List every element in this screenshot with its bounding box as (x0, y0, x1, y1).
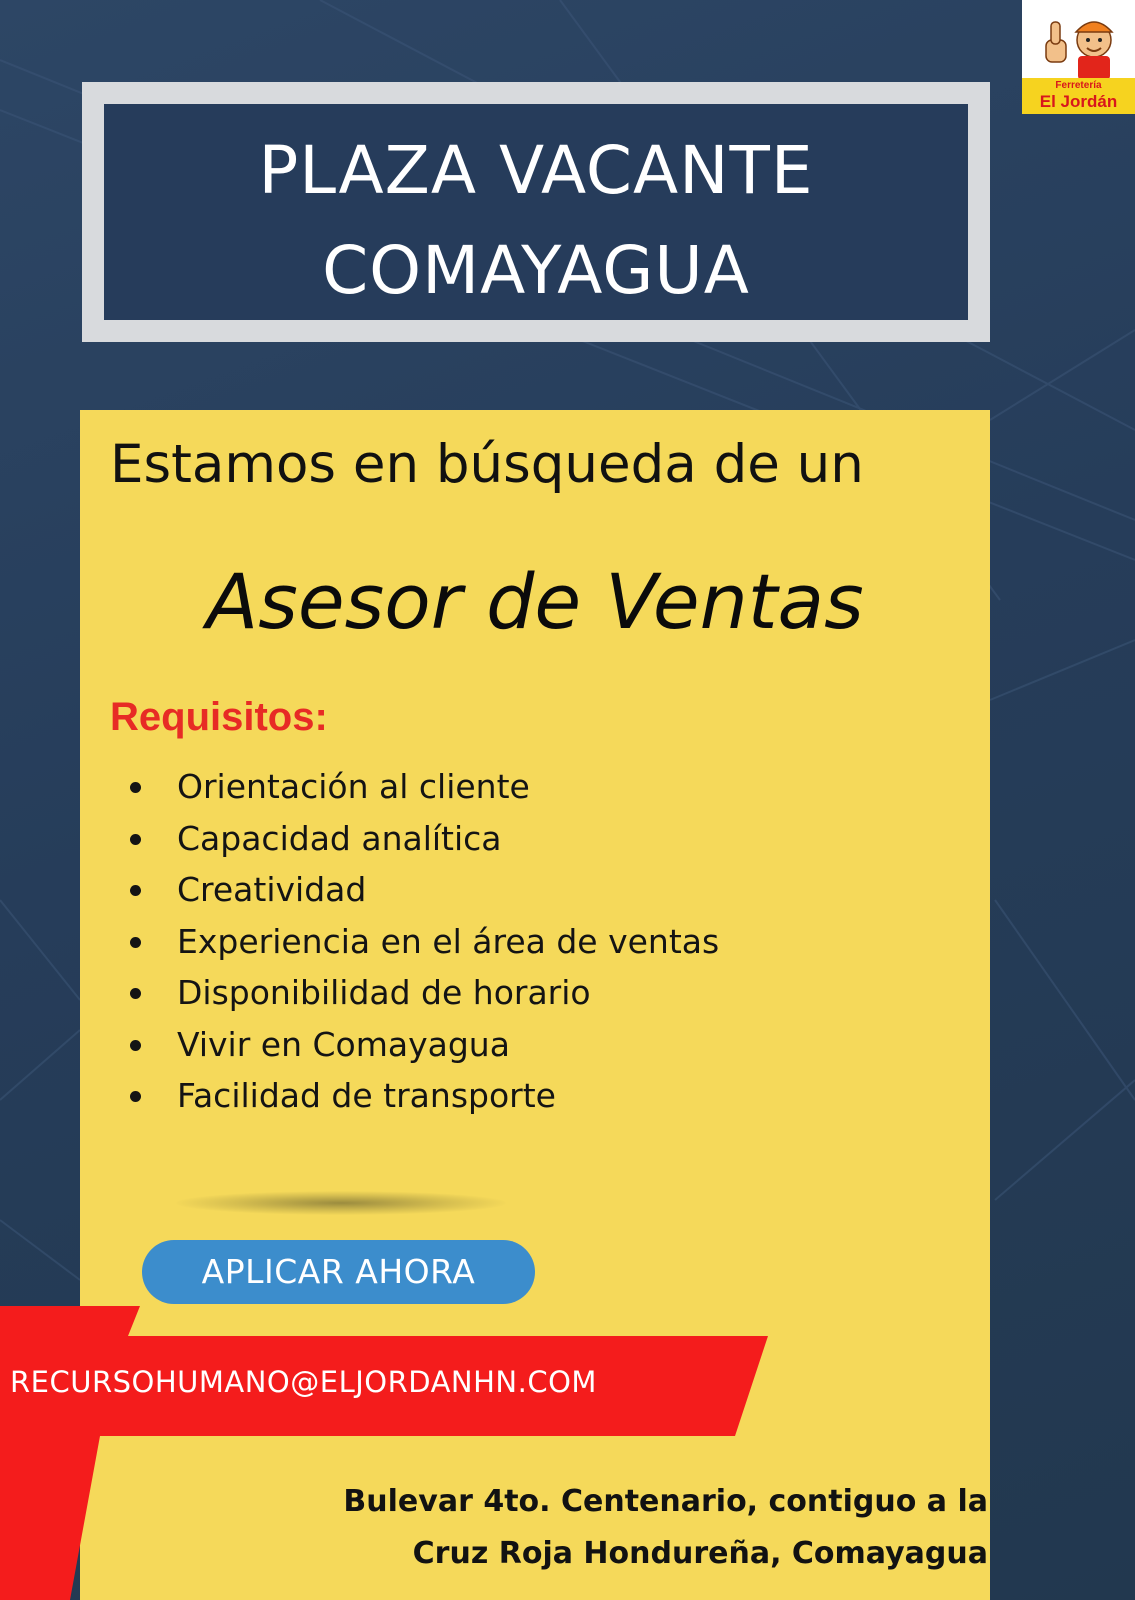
bullet-icon (130, 782, 141, 793)
contact-email[interactable]: RECURSOHUMANO@ELJORDANHN.COM (10, 1365, 597, 1399)
bullet-icon (130, 834, 141, 845)
list-item (130, 922, 719, 974)
bullet-icon (130, 1040, 141, 1051)
position-title: Asesor de Ventas (206, 557, 864, 646)
logo-small-text: Ferretería (1055, 80, 1102, 91)
bullet-icon (130, 1091, 141, 1102)
requirements-title: Requisitos: (110, 695, 328, 739)
title-line-1: PLAZA VACANTE (258, 132, 814, 209)
requirement-text: Facilidad de transporte (177, 1076, 556, 1115)
mascot-thumbs-up-icon (1032, 10, 1125, 82)
requirement-text: Capacidad analítica (177, 818, 502, 858)
bullet-icon (130, 885, 141, 896)
requirements-list (130, 767, 719, 1128)
requirement-text: Vivir en Comayagua (177, 1024, 510, 1064)
list-item (130, 1025, 719, 1077)
title-line-2: COMAYAGUA (322, 232, 750, 309)
list-item (130, 870, 719, 922)
company-logo (1022, 0, 1135, 114)
address-line-1: Bulevar 4to. Centenario, contiguo a la (343, 1484, 988, 1519)
title-frame (82, 82, 990, 342)
logo-brand-name: El Jordán (1039, 92, 1118, 111)
apply-now-button[interactable]: APLICAR AHORA (142, 1240, 535, 1304)
decorative-shadow-divider (176, 1191, 506, 1215)
requirement-text: Creatividad (177, 870, 367, 909)
bullet-icon (130, 988, 141, 999)
list-item (130, 1076, 719, 1128)
address-line-2: Cruz Roja Hondureña, Comayagua (412, 1536, 988, 1571)
list-item (130, 819, 719, 871)
requirement-text: Orientación al cliente (177, 767, 530, 806)
intro-text: Estamos en búsqueda de un (110, 434, 864, 495)
bullet-icon (130, 937, 141, 948)
list-item (130, 767, 719, 819)
requirement-text: Disponibilidad de horario (177, 973, 591, 1012)
requirement-text: Experiencia en el área de ventas (177, 921, 720, 961)
list-item (130, 973, 719, 1025)
address-block (343, 1476, 988, 1580)
